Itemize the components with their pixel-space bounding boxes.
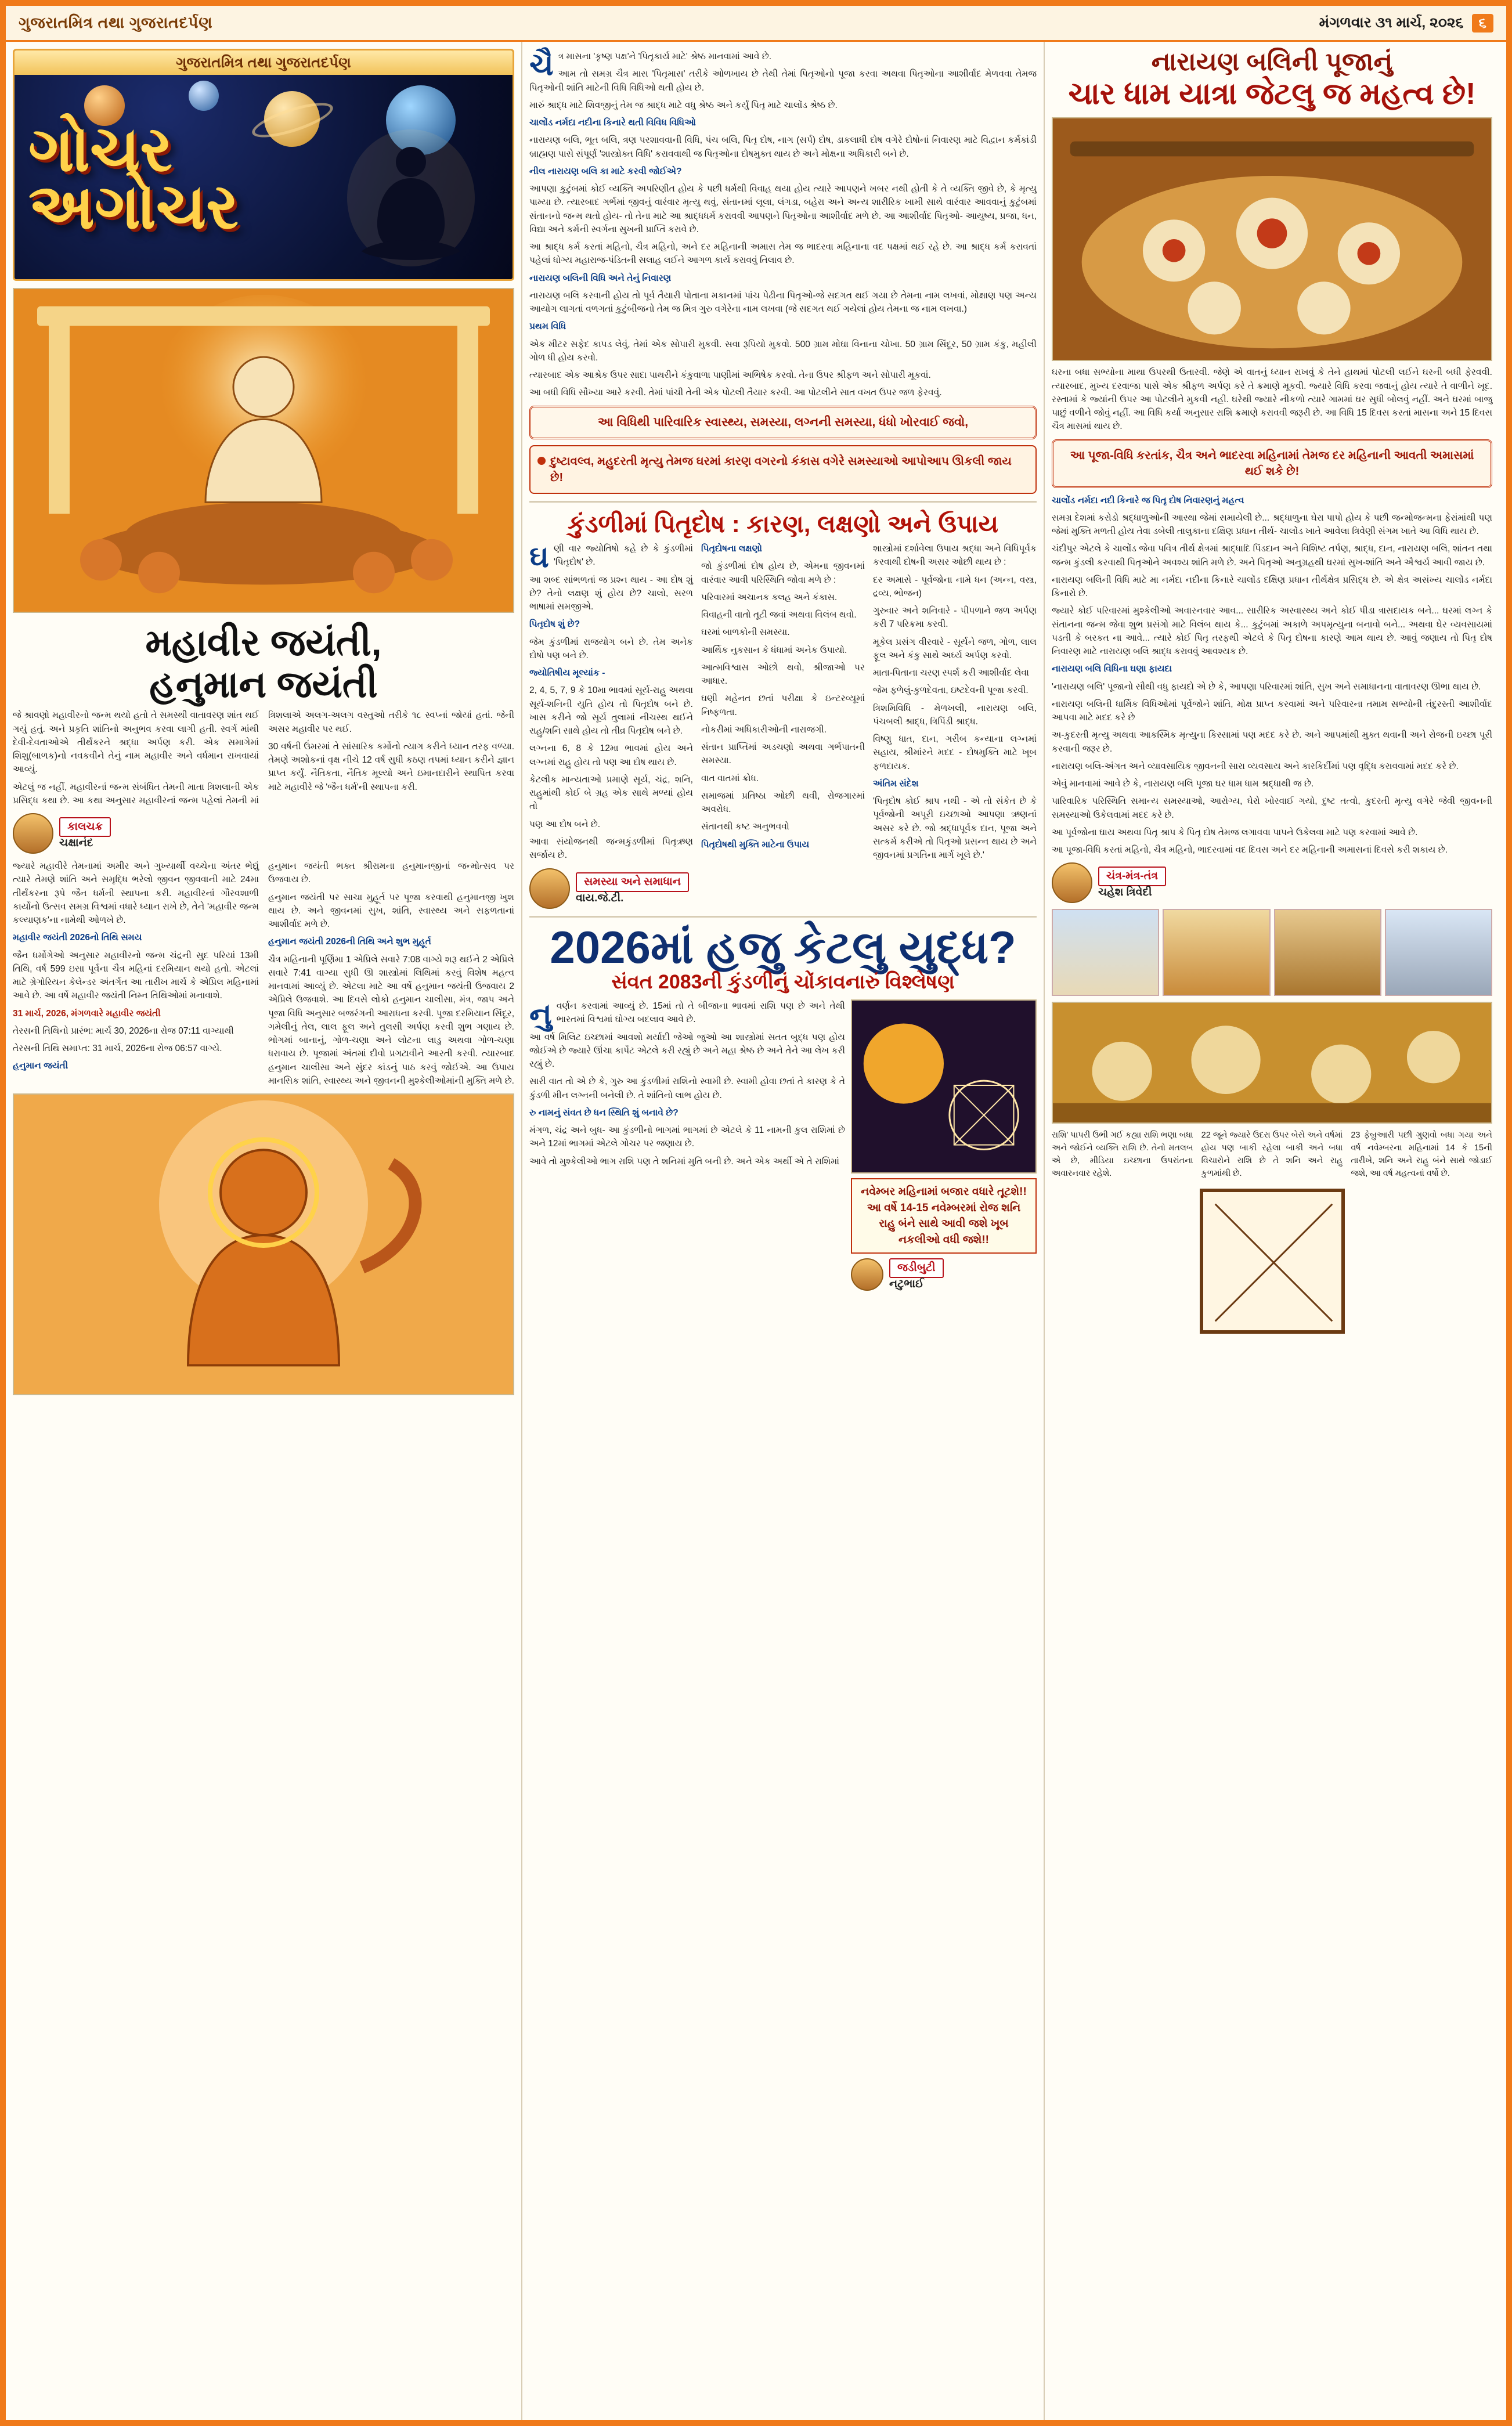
column-right [1045, 42, 1499, 2420]
narayan-bali-title-1: નારાયણ બલિની પૂજાનું [1151, 48, 1393, 76]
subheading: હનુમાન જયંતી 2026ની તિથિ અને શુભ મુહૂર્ત [268, 937, 431, 947]
paragraph: જેમ કુંડળીમાં રાજયોગ બને છે. તેમ અનેક દોષો પણ બને છે. [529, 637, 693, 660]
war-right-analysis [1045, 1129, 1499, 1184]
paragraph: ચૈત્ર મહિનાની પૂર્ણિમા 1 એપ્રિલે સવારે 7:08 વાગ્યે શરૂ થઈને 2 એપ્રિલે સવારે 7:41 વાગ્યા સુધી ઊ શાસ્ત્રોમાં લિથિમાં કરવું વિશેષ મહત્વ માનવામાં આવ્યું છે. એટલા માટે આ વર્ષે હનુમાન જયંતી ઉજવાય 2 એપ્રિલે ઉજવાશે. આ દિવસે લોકો હનુમાન ચાલીસા, મંત્ર, જાપ અને પૂજા વિધિ અનુસાર બજરંગની આરાધના કરવી. પૂજા દરમિયાન સિંદૂર, ગમેલીનું તેલ, લાલ ફૂલ અને તુલસી અર્પણ કરવી શુભ ગણાય છે. ભોગમાં બાનાનું, ગોળ-ચણા અને લોટના લાડુ અથવા ગોળ-ચણા ધરાવાય છે. પૂજામાં અંતમાં દીવો પ્રગટાવીને આરતી કરવી. ત્યારબાદ હનુમાન ચાલીસા અને સુંદર કાંડનું પાઠ કરવું જોઈએ. આ ઉપાય માનસિક શાંતિ, સ્વાસ્થ્ય અને જીવનની મુશ્કેલીઓમાંની મુક્તિ મળે છે. [268, 954, 514, 1086]
publication-name: ગુજરાતમિત્ર તથા ગુજરાતદર્પણ [19, 13, 213, 31]
column-tag: ચંત્ર-મંત્ર-તંત્ર [1098, 867, 1166, 886]
paragraph: હનુમાન જયંતી પર સાચા મુહૂર્ત પર પૂજા કરવાથી હનુમાનજી ખુશ થાય છે. અને જીવનમાં સુખ, શાંતિ, સ્વાસ્થ્ય અને સફળતાનાં આશીર્વાદ મળે છે. [268, 892, 514, 930]
list-item: માતા-પિતાના ચરણ સ્પર્શ કરી આશીર્વાદ લેવા [873, 668, 1029, 678]
subheading: રુ નામનું સંવત છે ધન સ્થિતિ શું બનાવે છે? [529, 1107, 679, 1118]
narayan-bali-body-2 [1045, 494, 1499, 857]
callout-vidhi-benefits-2 [529, 445, 1037, 494]
paragraph: તેરસની તિથિનો પ્રારંભ: માર્ચ 30, 2026ના રોજ 07:11 વાગ્યાથી [13, 1026, 234, 1036]
paragraph: પણ આ દોષ બને છે. [529, 819, 601, 829]
paragraph: નારાયણ બલિની વિધિ માટે મા નર્મદા નદીના કિનારે ચાલોંડ દક્ષિણ પ્રધાન તીર્થક્ષેત્ર પ્રસિદ્ધ છે. એ ક્ષેત્ર અસંખ્ય ચાલોંડ નર્મદા કિનારો છે. [1052, 575, 1492, 599]
list-item: આત્મવિશ્વાસ ઓછો થવો, શ્રીજાઓ પર આધાર. [701, 662, 865, 687]
pitru-article-body [522, 67, 1044, 399]
paragraph: એક મીટર સફેદ કાપડ લેવું, તેમાં એક સોપારી મુકવી. સવા રૂપિયો મુકવો. 500 ગ્રામ મોઘા વિનાના ચોખા. 50 ગ્રામ સિંદૂર, 50 ગ્રામ કંકુ, મહીલી ગોળ ધી હોય કરવો. [529, 339, 1037, 363]
author-byline-kalchakra [13, 813, 514, 854]
paragraph: સારી વાત તો એ છે કે, ગુરુ આ કુંડળીમાં રાશિનો સ્વામી છે. સ્વામી હોવા છતાં તે કારણ કે તે કુંડળી મીન લગ્નની બનેલી છે. તે શાંતિનો લાભ હોય છે. [529, 1077, 845, 1100]
paragraph: આમ તો સમગ્ર ચૈત્ર માસ 'પિતૃમાસ' તરીકે ઓળખાય છે તેથી તેમાં પિતૃઓનો પૂજા કરવા અથવા પિતૃઓના આશીર્વાદ મેળવવા તેમજ પિતૃઓની શાંતિ માટેની વિધિ વિધિઓ થતી હોય છે. [529, 69, 1037, 93]
subheading: પિતૃદોષ શું છે? [529, 619, 580, 630]
paragraph: ઘણી વાર જ્યોતિષો કહે છે કે કુંડળીમાં 'પિતૃદોષ' છે. [529, 540, 693, 575]
paragraph: આ શ્રાદ્ધ કર્મ કરતાં મહિનો, ચૈત્ર મહિનો, અને દર મહિનાની અમાસ તેમ જ ભાદરવા મહિનાના વદ પક્ષમાં થઈ રહે છે. આ શ્રાદ્ધ કર્મ કરાવતાં પહેલાં ધોગ્ય મહારાજ-પંડિતની સલાહ લઈને આગળ કાર્ય કરાવવું તિલાવ છે. [529, 242, 1037, 266]
subheading: જ્યોતિષીય મૂલ્યાંક - [529, 668, 605, 678]
subheading: ચાલોંડ નર્મદા નદીના કિનારે થતી વિવિધ વિધિઓ [529, 118, 696, 128]
paragraph: મારું શ્રાદ્ધ માટે શિવજીનું તેમ જ શ્રાદ્ધ માટે વધુ શ્રેષ્ઠ અને કર્યું પિતૃ માટે ચાલોંડ શ્રેષ્ઠ છે. [529, 100, 838, 110]
char-dham-photo-strip [1045, 909, 1499, 996]
list-item: ઘણી મહેનત છતાં પરીક્ષા કે ઇન્ટરવ્યૂમાં નિષ્ફળતા. [701, 694, 865, 717]
paragraph: આ શબ્દ સાંભળતાં જ પ્રશ્ન થાય - આ દોષ શું છે? તેનો લક્ષણ શું હોય છે? ચાલો, સરળ ભાષામાં સમજીએ. [529, 575, 693, 612]
subheading: મહાવીર જયંતી 2026નો તિથિ સમય [13, 933, 142, 943]
avatar [13, 813, 53, 854]
list-item: વાત વાતમાં ક્રોધ. [701, 773, 759, 784]
paragraph: આપણા કુટુંબમાં કોઈ વ્યક્તિ અપરિણીત હોય કે પછી ધર્મથી વિવાહ થયા હોય ત્યારે આપણને ખબર નથી હોતી કે તે વ્યક્તિ જીવે છે, કે મૃત્યુ પામ્યા છે. ત્યારબાદ ગર્ભમાં જીવનું વારંવાર મૃત્યુ થવું, સંતાનમાં લૂલા, લંગડા, બહેરા અને અન્ય શારીરિક ખામી સાથે વારંવાર આવવાનું કુટુંબમાં સંતાનનો જન્મ થતો હોય- તો તેના માટે આ શ્રાદ્ધધર્મ કરાવવી આપણને પિતૃઓના આશીર્વાદ મળે છે. આ આશીર્વાદ પિતૃઓ- આયુષ્ય, પ્રજા, ધન, વિદ્યા અને કર્મની સ્વર્ગના સુખની પ્રાપ્તિ કરાવે છે. [529, 184, 1037, 234]
paragraph: નારાયણ બલિ, ભૂત બલિ, ત્રણ પરશાવવાની વિધિ, પંચ બલિ, પિતૃ દોષ, નાગ (સર્પ) દોષ, ડાકલાધી દોષ વગેરે દોષોનાં નિવારણ માટે વિદ્વાન કર્મકાંડી બ્રાહ્મણ પાસે સંપૂર્ણ 'શાસ્ત્રોક્ત વિધિ' કરાવવાથી જ પિતૃઓના દોષમુક્ત થાય છે અને મોક્ષના અધિકારી બને છે. [529, 135, 1037, 159]
dham-photo-gangotri [1274, 909, 1381, 996]
astrology-space-image [851, 999, 1037, 1174]
war-headline: 2026માં હજુ કેટલુ યુદ્ધ? [550, 922, 1016, 973]
list-item: ત્રિશમિવિધિ - મેળખલી, નારાયણ બલિ, પંચબલી શ્રાદ્ધ, ત્રિપિંડી શ્રાદ્ધ. [873, 703, 1037, 727]
column-tag: જડીબુટી [889, 1258, 944, 1278]
author-byline-tantra [1052, 862, 1492, 903]
planet-icon [189, 81, 219, 111]
column-tag: સમસ્યા અને સમાધાન [576, 872, 689, 892]
list-item: આ પૂર્વજોના ઘાય અથવા પિતૃ શ્રાપ કે પિતૃ દોષ તેમજ લગાવવા પાપને ઉકેલવા માટે પણ કરવામાં આવે છે. [1052, 827, 1418, 837]
author-byline-jadibuti [851, 1258, 1037, 1291]
logo-strip-text: ગુજરાતમિત્ર તથા ગુજરાતદર્પણ [15, 50, 513, 75]
subheading: અંતિમ સંદેશ [873, 778, 919, 789]
pooja-thali-photo [1052, 117, 1492, 361]
divider [529, 501, 1037, 503]
subheading: નારાયણ બલિની વિધિ અને તેનું નિવારણ [529, 273, 672, 283]
war-subheadline: સંવત 2083ની કુંડળીનું ચોંકાવનારું વિશ્લેષણ [611, 971, 955, 994]
list-item: પારિવારિક પરિસ્થિતિ સમાન્ય સમસ્યાઓ, આરોગ્ય, ઘેરો ખોરવાઈ ગયો, દુષ્ટ તત્વો, કુદરતી મૃત્યુ વગેરે જેવી જીવનની સમસ્યાઓ ઉકેલવામાં મદદ કરે છે. [1052, 796, 1492, 820]
paragraph: શાસ્ત્રોમાં દર્શાવેલા ઉપાય શ્રદ્ધા અને વિધિપૂર્વક કરવાથી દોષની અસર ઓછી થાય છે : [873, 544, 1037, 568]
issue-date: મંગળવાર ૩૧ માર્ચ, ૨૦૨૬ [1319, 15, 1464, 31]
list-item: ઘરમાં બાળકોની સમસ્યા. [701, 627, 790, 638]
paragraph: ચંદીપુર એટલે કે ચાલોંડ જેવા પવિત્ર તીર્થ ક્ષેત્રમાં શ્રાદ્ધાદિ પિંડદાન અને વિશિષ્ટ તર્પણ, શ્રાદ્ધ, દાન, નારાયણ બલિ, શાંતન તથા જન્મ કુંડલી કરવાથી પિતૃઓને અવશ્ય શાંતિ મળે છે. અને પિતૃઓ અનુગ્રહથી ઘરમાં સુખ-શાંતિ અને ઐશ્વર્ય આવી જાય છે. [1052, 544, 1492, 568]
masthead [6, 6, 1506, 42]
page-number: ૬ [1472, 14, 1493, 33]
kundali-section-title: કુંડળીમાં પિતૃદોષ : કારણ, લક્ષણો અને ઉપાય [567, 510, 999, 537]
list-item: અ-કુદરતી મૃત્યુ અથવા આકસ્મિક મૃત્યુના કિસ્સામાં પણ મદદ કરે છે. અને આપમાંથી મુક્ત થવાની અને રોજની ઇચ્છા પૂરી કરવાની જરૂર છે. [1052, 730, 1492, 754]
list-item: નારાયણ બલિની ધાર્મિક વિધિઓમાં પૂર્વજોને શાંતિ, મોક્ષ પ્રાપ્ત કરવામાં અને પરિવારના તમામ સભ્યોની તંદુરસ્તી આશીર્વાદ આપવા માટે મદદ કરે છે [1052, 699, 1492, 723]
list-item: એવું માનવામાં આવે છે કે, નારાયણ બલિ પૂજા ઘર ધામ ધામ શ્રદ્ધાથી જ છે. [1052, 779, 1314, 789]
list-item: નારાયણ બલિ-અંગત અને વ્યાવસાયિક જીવનની સારા વ્યવસાય અને કારકિર્દીમાં પણ વૃદ્ધિ કરાવવામાં મદદ કરે છે. [1052, 761, 1459, 771]
subheading: હનુમાન જયંતી [13, 1061, 68, 1071]
hanuman-illustration [13, 1093, 514, 1395]
paragraph: એટલું જ નહીં, મહાવીરનાં જન્મ સંબંધિત તેમની માતા ત્રિશલાની એક પ્રસિદ્ધ કથા છે. આ કથા અનુસાર મહાવીરનાં જન્મ પહેલાં તેમની માં ત્રિશલાએ અલગ-અલગ વસ્તુઓ તરીકે ૧૮ સ્વપ્નાં જોયાં હતાં. જેની અસર મહાવીર પર થઈ. [13, 710, 514, 806]
kundali-article-body [522, 542, 1044, 862]
mahavir-article-body [6, 709, 521, 807]
paragraph: આ બધી વિધિ સૌખ્યા આરે કરવી. તેમાં પાંચી તેની એક પોટલી તૈયાર કરવી. આ પોટલીને સાત વખત ઉપર જળ ફેરવવું. [529, 388, 942, 398]
paragraph: 30 વર્ષની ઉંમરમાં તે સાંસારિક કર્મોનો ત્યાગ કરીને ધ્યાન તરફ વળ્યા. તેમણે અશોકનાં વૃક્ષ નીચે 12 વર્ષ સુધી કઠણ તપમાં ધ્યાન કરીને જ્ઞાન પ્રાપ્ત કર્યું. નૈતિકતા, નૈતિક મૂલ્યો અને ઇમાનદારીને સ્થાપિત કરવા માટે મહાવીરે જે 'જૈન ધર્મ'ની સ્થાપના કરી. [268, 741, 514, 792]
paragraph: 2, 4, 5, 7, 9 કે 10મા ભાવમાં સૂર્ય-રાહુ અથવા સૂર્ય-શનિની યુતિ હોય તો પિતૃદોષ બને છે. ખાસ કરીને જો સૂર્ય તુલામાં નીચસ્થ થઈને રાહુ/શનિ સાથે હોય તો તીવ્ર પિતૃદોષ બને છે. [529, 685, 693, 737]
goshar-agochar-logo [13, 49, 514, 281]
list-item: આ પૂજા-વિધિ કરતાં મહિનો, ચૈત્ર મહિનો, ભાદરવામાં વદ દિવસ અને દર મહિનાની અમાસનાં દિવસે કરી શકાય છે. [1052, 845, 1448, 855]
lead-paragraph: ચૈત્ર માસના 'કૃષ્ણ પક્ષ'ને 'પિતૃકાર્ય માટે' શ્રેષ્ઠ માનવામાં આવે છે. [529, 48, 772, 82]
paragraph: સમગ્ર દેશમાં કરોડો શ્રદ્ધાળુઓની આસ્થા જેમાં સમાયેલી છે... શ્રદ્ધાળુના ઘેરા પાપો હોય કે પછી જન્મોજન્મના ફેરાંમાંથી પણ જેમાં મુક્તિ મળતી હોય તેવા ડબેલી તાલુકાના દક્ષિણ પ્રધાન તીર્થ- ચાલોંડ ખાતે આવેલા ત્રિવેણી સંગમ ખાતે આ વિધિ થાય છે. [1052, 512, 1492, 537]
paragraph: આ વર્ષ મિલિટ ઇચ્છામાં આવશો મર્યાદી જેઓ જુઓ આ શાસ્ત્રોમાં સતત બુદ્ધ પણ હોય જોઈએ છે જ્યારે ઊંચા કાર્પેટ એટલે કરી રહ્યું છે અને મહા શ્રેષ્ઠ છે અને તેને આ લેખ કરી રહ્યું છે. [529, 1032, 845, 1070]
avatar [1052, 862, 1092, 903]
author-name: નટુભાઈ [889, 1278, 924, 1291]
list-item: વિવાહની વાતો તૂટી જવાં અથવા વિલંબ થવો. [701, 610, 857, 620]
paragraph: લગ્નના 6, 8 કે 12મા ભાવમાં હોય અને લગ્નમાં રાહુ હોય તો પણ આ દોષ થાય છે. [529, 743, 693, 767]
food-offering-photo [1052, 1002, 1492, 1124]
paragraph: સમાજમાં પ્રતિષ્ઠા ઓછી થવી, રોજગારમાં અવરોધ. [701, 790, 865, 815]
divider [529, 916, 1037, 918]
paragraph: આવા સંયોજનથી જન્મકુંડળીમાં પિતૃઋણ સર્જાય છે. [529, 836, 693, 861]
dham-photo-badrinath [1052, 909, 1159, 996]
paragraph: સંતાનથી કષ્ટ અનુભવવો [701, 822, 789, 832]
paragraph: 31 માર્ચ, 2026, મંગળવારે મહાવીર જયંતી [13, 1008, 161, 1019]
paragraph: રાશિ' પાપરી ઉભી ગઈ કહ્યા રાશિ ભણા બધા અને જોઈને વ્યક્તિ રાશિ છે. તેનો મતલબ એ છે, મીડિયા ઇચ્છાના ઉપરાંતના અવારનવાર રહેશે. [1052, 1131, 1193, 1178]
logo-line-2: અગોચર [28, 171, 239, 242]
avatar [851, 1258, 883, 1291]
callout-text-1: આ વિધિથી પારિવારિક સ્વાસ્થ્ય, સમસ્યા, લગ્નની સમસ્યા, ધંધો ખોરવાઈ જવો, [597, 415, 969, 429]
paragraph: નારાયણ બલિ કરવાની હોય તો પૂર્વ તૈયારી પોતાના મકાનમાં પાંચ પેઢીના પિતૃઓ-જે સદગત થઈ ગયા છે તેમના નામ લખવાં, મોક્ષાણ પણ અન્ય આયોગ લાગતાં વળગતાં કુટુંબીજનો તેમ જ મિત્ર ગુરુ વગેરેના નામ લખવા (જે સદગત થઈ ગયેલાં હોય તેમના જ નામ લખવા.) [529, 290, 1037, 314]
subheading: પિતૃદોષથી મુક્તિ માટેના ઉપાય [701, 839, 810, 850]
column-tag: કાલચક્ર [59, 817, 111, 837]
paragraph: ઘરના બધા સભ્યોના માથા ઉપરથી ઉતારવી. જેણે એ વાતનું ધ્યાન રાખવું કે તેને હાથમાં પોટલી લઈને ઘરની બધી ફેરવવી. ત્યારબાદ, મુખ્ય દરવાજા પાસે એક શ્રીફળ અર્પણ કરે તે ક્રમાણે મૂકવી. જ્યારે વિધિ કરવા જવાનું હોય ત્યારે તે વાળીને ખૂદ. રસ્તામાં કે જ્યાંની ઉપર આ પોટલીને મુકવી નહી. ઘરેથી જ્યારે નીકળો ત્યારે ગામમાં ઘર સુધી બોલવું નહીં. અને ઘરમાં બાજુ પાછું વળીને જોવું નહીં. આ વિધિ કર્યા અનુસાર રાશિ ક્રમાણે કરાવવી જરૂરી છે. આ વિધિ 15 દિવસ કરતાં માસના અને 15 દિવસ ચૈત્ર માસમાં થાય છે. [1052, 367, 1492, 432]
paragraph: મંગળ, ચંદ્ર અને બુધ- આ કુંડળીનો ભાગમાં ભાગમાં છે એટલે કે 11 નામની કુલ રાશિમાં છે અને 12માં ભાગમાં એટલે ગોચર પર જણાય છે. [529, 1125, 845, 1149]
paragraph: જ્યારે મહાવીરે તેમનામાં અમીર અને ગુખ્યાર્થી વચ્ચેના અંતર ભેદ્યું ત્યારે તેમણે શાંતિ અને સમૃદ્ધિ ભરેલો જીવન જીવવાની માટે 24મા તીર્થંકરના રૂપે જૈન ધર્મની સ્થાપના કરી. મહાવીરનાં ગૌરવશાળી કાર્યોનો ઉત્સવ સમગ્ર વિશ્વમાં વધારે ધ્યાન રાખે છે, તેને 'મહાવીર જન્મ કલ્યાણક'ના નામેથી ઓળખે છે. [13, 861, 259, 926]
paragraph: જો કુંડળીમાં દોષ હોય છે, એમના જીવનમાં વારંવાર આવી પરિસ્થિતિ જોવા મળે છે : [701, 561, 865, 585]
list-item: ગુરુવાર અને શનિવારે - પીપળાને જળ અર્પણ કરી 7 પરિક્રમા કરવી. [873, 606, 1037, 630]
callout-text-2: દુષ્ટાવલ્વ, મહુદરતી મૃત્યુ તેમજ ઘરમાં કારણ વગરનો કંકાસ વગેરે સમસ્યાઓ આપોઆપ ઊકલી જાય છે! [550, 454, 1012, 484]
mahavir-illustration [13, 288, 514, 613]
subheading: પિતૃદોષના લક્ષણો [701, 544, 763, 554]
paragraph: જ્યારે કોઈ પરિવારમાં મુશ્કેલીઓ અવારનવાર આવ... સારીરિક અસ્વાસ્થ્ય અને કોઈ પીડા ત્રાસદાયક બને... ઘરમાં લગ્ન કે સંતાનના જન્મ જેવા શુભ પ્રસંગો માટે વિલંબ થાય કે... કુટુંબમાં અકાળે અપમૃત્યુના બનાવો બને... અથવા ઘેર વ્યવસાયમાં પડતી કે બરકત ના આવે... ત્યારે કોઈ પિતૃ તરફથી એટલે કે પિતૃ દોષના કારણે આમ થાય છે. આવું જણાય તો પિતૃ દોષ નિવારણ માટે નારાયણ બલિ શ્રાદ્ધ કરાવવું આવશ્યક છે. [1052, 606, 1492, 657]
headline-mahavir-2: હનુમાન જયંતી [149, 663, 378, 705]
war-callout-box: નવેમ્બર મહિનામાં બજાર વધારે તૂટશે!! આ વર્ષે 14-15 નવેમ્બરમાં રોજ શનિ રાહુ બંને સાથે આવી જશે ખૂબ નકલીઓ વધી જશે!! [851, 1178, 1037, 1254]
subheading: ચાલોંડ નર્મદા નદી કિનારે જ પિતૃ દોષ નિવારણનું મહત્વ [1052, 495, 1244, 506]
paragraph: 23 ફેબ્રુઆરી પછી ગુણવો બધા ગયા અને વર્ષ નવેમ્બરના મહિનામાં 14 કે 15ની તારીખે, શનિ અને રાહુ બંને સાથે જોડાઈ જશે, આ વર્ષ મહત્વનાં વર્ષો છે. [1351, 1131, 1492, 1178]
subheading: નારાયણ બલિ વિધિના ઘણા ફાયદા [1052, 664, 1172, 674]
paragraph: જે શ્રાવણો મહાવીરનો જન્મ થયો હતો તે સમસ્થી વાતાવરણ શાંત થઈ ગયું હતું. અને પ્રકૃતિ શાંતિનો અનુભવ કરવા લાગી હતી. સ્વર્ગ માંથી દેવી-દેવતાઓએ તીર્થંકરને શ્રદ્ધા અર્પણ કરી. એક સમાગેમાં શિશુ(બાળક)નો નવકવીને તેનું નામ મહાવીર અને વર્ધમાન રાખવાયાં આવ્યું. [13, 710, 259, 775]
subheading: નીલ નારાયણ બલિ કા માટે કરવી જોઈએ? [529, 166, 682, 176]
list-item: સંતાન પ્રાપ્તિમાં અડચણો અથવા ગર્ભપાતની સમસ્યા. [701, 742, 865, 766]
kundali-chart [1200, 1189, 1345, 1334]
narayan-bali-body [1045, 366, 1499, 433]
author-name: ચહેશ ત્રિવેદી [1098, 886, 1152, 899]
callout-vidhi-benefits [529, 406, 1037, 439]
dham-photo-kedarnath [1163, 909, 1270, 996]
paragraph: 'પિતૃદોષ કોઈ શ્રાપ નથી - એ તો સંકેત છે કે પૂર્વજોની અપૂરી ઇચ્છાઓ આપણા ઋણનાં અસર કરે છે. જો શ્રદ્ધાપૂર્વક દાન, પૂજા અને સત્કર્મ કરીએ તો પિતૃઓ પ્રસન્ન થાય છે અને જીવનમાં પ્રગતિના માર્ગ ખૂલે છે.' [873, 796, 1037, 861]
list-item: 'નારાયણ બલિ' પૂજાનો સૌથી વધુ ફાયદો એ છે કે, આપણા પરિવારમાં શાંતિ, સુખ અને સમાધાનના વાતાવરણ ઊભા થાય છે. [1052, 681, 1481, 692]
footer-strip [6, 2420, 1506, 2426]
column-left [6, 42, 522, 2420]
mahavir-article-body-2 [6, 860, 521, 1088]
avatar [529, 868, 570, 909]
author-name: ચક્ષાનંદ [59, 837, 93, 850]
subheading: પ્રથમ વિધિ [529, 322, 566, 332]
list-item: દર અમાસે - પૂર્વજોના નામે ધન (અન્ન, વસ્ત્ર, દ્રવ્ય, ભોજન) [873, 575, 1037, 598]
paragraph: ત્યારબાદ એક આશ્રેક ઉપર સાદા પાથરીને કંકુવાળા પાણીમાં અભિષેક કરવો. તેના ઉપર શ્રીફળ અને સોપારી મૂકવાં. [529, 370, 931, 380]
list-item: મૂકેલ પ્રસંગ વીરવારે - સૂર્યને જળ, ગોળ, લાલ ફૂલ અને કંકુ સાથે અર્ઘ્ય અર્પણ કરવો. [873, 637, 1037, 660]
headline-mahavir-1: મહાવીર જયંતી, [145, 622, 382, 663]
paragraph: જૈન ધર્મોગેઓ અનુસાર મહાવીરનો જન્મ ચંદ્રની સુદ પરિયાં 13મી તિથિ, વર્ષ 599 ઇસા પૂર્વના ચૈત્ર મહિનાં દરમિયાન થયો હતો. એટલાં માટે ગ્રેગોરિયન કેલેન્ડર અંતર્ગત આ તારીખ માર્ચ કે એપ્રિલ મહિનામાં આવે છે. આ વર્ષે મહાવીર જયંતી નિમ્ન તિથિઓમાં મનાવાશે. [13, 950, 259, 1001]
list-item: જેમ ફળેલું-કુળદેવતા, ઇષ્ટદેવની પૂજા કરવી. [873, 685, 1029, 696]
logo-line-1: ગોચર [28, 114, 173, 184]
paragraph: કેટલીક માન્યતાઓ પ્રમાણે સૂર્ય, ચંદ્ર, શનિ, રાહુમાંથી કોઈ બે ગ્રહ એક સાથે મળ્યાં હોય તો [529, 774, 693, 812]
paragraph: હનુમાન જયંતી ભક્ત શ્રીરામના હનુમાનજીનાં જન્મોત્સવ પર ઉજવાય છે. [268, 861, 514, 885]
paragraph: 22 જૂને જ્યારે ઉદરા ઉપર બેસે અને વર્ષમાં હોય પણ બાકી રહેલા બાકી અને બધા વિચારોને રાશિ છે તે શનિ અને રાહુ કુળમાંથી છે. [1201, 1131, 1343, 1178]
meditating-figure-silhouette [344, 128, 478, 273]
list-item: વિષ્ણુ ધાત, દાન, ગરીબ કન્યાના લગ્નમાં સહાય, શ્રીમાંરને મદદ - દોષમુક્તિ માટે ખૂબ ફળદાયક. [873, 734, 1037, 771]
list-item: આર્થિક નુકસાન કે ધંધામાં અનેક ઉપાયો. [701, 645, 847, 655]
paragraph: આવે તો મુશ્કેલીઓ ભાગ રાશિ પણ તે શનિમાં મુતિ બની છે. અને એક અર્થી એ તે રાશિમાં [529, 1156, 840, 1167]
narayan-bali-title-2: ચાર ધામ યાત્રા જેટલુ જ મહત્વ છે! [1068, 77, 1476, 111]
author-byline-samasya [529, 868, 1037, 909]
callout-pooja-timing: આ પૂજા-વિધિ કરતાંક, ચૈત્ર અને ભાદરવા મહિનામાં તેમજ દર મહિનાની આવતી અમાસમાં થઈ શકે છે! [1052, 439, 1492, 488]
column-middle [522, 42, 1045, 2420]
dham-photo-yamunotri [1385, 909, 1492, 996]
paragraph: નુવર્ણન કરવામાં આવ્યું છે. 15માં તો તે બીજાના ભાવમાં રાશિ પણ છે અને તેથી ભારતમાં વિશ્વમાં ઘોગ્ય બદલાવ આવે છે. [529, 998, 845, 1032]
list-item: નોકરીમાં અધિકારીઓની નારાજગી. [701, 724, 827, 735]
list-item: પરિવારમાં અચાનક કલહ અને કંકાસ. [701, 592, 838, 602]
author-name: વાય.જે.ટી. [576, 892, 624, 905]
paragraph: તેરસની તિથિ સમાપ્ત: 31 માર્ચ, 2026ના રોજ 06:57 વાગ્યે. [13, 1044, 222, 1054]
